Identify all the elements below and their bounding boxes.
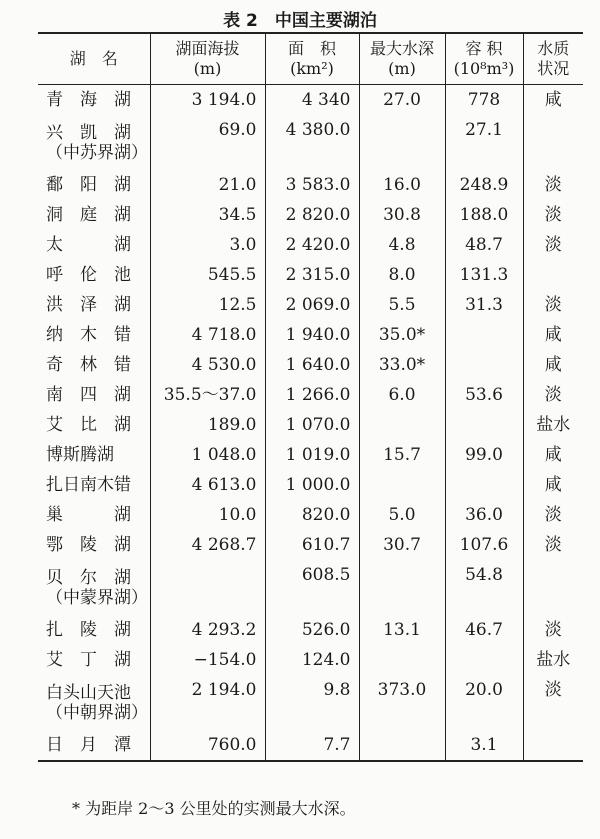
cell-volume: 778: [445, 85, 523, 116]
cell-volume: 27.1: [445, 115, 523, 170]
cell-quality: 淡: [523, 530, 583, 560]
cell-elevation: 3 194.0: [150, 85, 265, 116]
cell-area: 608.5: [265, 560, 359, 615]
cell-depth: [359, 560, 445, 615]
cell-elevation: 69.0: [150, 115, 265, 170]
cell-depth: 373.0: [359, 675, 445, 730]
cell-area: 1 019.0: [265, 440, 359, 470]
cell-volume: [445, 320, 523, 350]
table-row: [38, 645, 583, 675]
cell-lake-name: 巢 湖: [46, 505, 131, 525]
cell-area: 124.0: [265, 645, 359, 675]
cell-depth: 6.0: [359, 380, 445, 410]
cell-quality: 淡: [523, 230, 583, 260]
cell-elevation: 21.0: [150, 170, 265, 200]
cell-quality: 淡: [523, 675, 583, 730]
footnote: * 为距岸 2～3 公里处的实测最大水深。: [72, 799, 356, 818]
cell-elevation: 760.0: [150, 730, 265, 761]
table-row: [38, 560, 583, 615]
table-title: 表 2 中国主要湖泊: [223, 11, 377, 31]
table-row: [38, 115, 583, 170]
cell-depth: [359, 470, 445, 500]
cell-volume: 46.7: [445, 615, 523, 645]
cell-lake-name: 日 月 潭: [38, 730, 150, 761]
cell-elevation: 189.0: [150, 410, 265, 440]
cell-quality: [523, 115, 583, 170]
cell-area: 3 583.0: [265, 170, 359, 200]
cell-lake-name: 呼 伦 池: [46, 265, 131, 285]
header-area: 面 积 (km²): [265, 33, 359, 85]
cell-quality: 咸: [523, 320, 583, 350]
table-row: [38, 500, 583, 530]
table-row: [38, 350, 583, 380]
cell-elevation: 4 530.0: [150, 350, 265, 380]
cell-volume: [445, 350, 523, 380]
header-depth: 最大水深 (m): [359, 33, 445, 85]
table-row: [38, 290, 583, 320]
cell-depth: [359, 115, 445, 170]
cell-quality: [523, 560, 583, 615]
cell-lake-name: 贝 尔 湖 （中蒙界湖）: [46, 567, 148, 608]
cell-lake-name: 洞 庭 湖: [46, 205, 131, 225]
table-row: [38, 85, 583, 116]
cell-volume: 107.6: [445, 530, 523, 560]
table-row: [38, 260, 583, 290]
cell-area: 610.7: [265, 530, 359, 560]
cell-quality: 淡: [523, 500, 583, 530]
cell-depth: [359, 410, 445, 440]
cell-lake-name: 鄂 陵 湖: [46, 535, 131, 555]
header-elevation: 湖面海拔 (m): [150, 33, 265, 85]
cell-quality: [523, 730, 583, 761]
header-name: 湖 名: [38, 33, 150, 85]
cell-volume: 31.3: [445, 290, 523, 320]
cell-depth: [359, 645, 445, 675]
cell-volume: 36.0: [445, 500, 523, 530]
cell-quality: 淡: [523, 615, 583, 645]
table-row: [38, 200, 583, 230]
cell-volume: [445, 645, 523, 675]
cell-area: 1 640.0: [265, 350, 359, 380]
cell-area: 820.0: [265, 500, 359, 530]
cell-elevation: 34.5: [150, 200, 265, 230]
cell-volume: 20.0: [445, 675, 523, 730]
cell-area: 526.0: [265, 615, 359, 645]
cell-lake-name: 兴 凯 湖 （中苏界湖）: [46, 122, 148, 163]
cell-elevation: 4 613.0: [150, 470, 265, 500]
cell-area: 4 380.0: [265, 115, 359, 170]
cell-depth: 4.8: [359, 230, 445, 260]
cell-quality: 咸: [523, 470, 583, 500]
cell-elevation: 12.5: [150, 290, 265, 320]
cell-depth: 30.7: [359, 530, 445, 560]
table-row: [38, 380, 583, 410]
cell-area: 1 266.0: [265, 380, 359, 410]
cell-depth: 30.8: [359, 200, 445, 230]
cell-area: 2 315.0: [265, 260, 359, 290]
cell-elevation: 2 194.0: [150, 675, 265, 730]
cell-area: 2 820.0: [265, 200, 359, 230]
cell-lake-name: 艾 丁 湖: [46, 650, 131, 670]
cell-depth: 5.5: [359, 290, 445, 320]
cell-quality: 淡: [523, 290, 583, 320]
table-row: [38, 230, 583, 260]
cell-volume: 188.0: [445, 200, 523, 230]
cell-elevation: 3.0: [150, 230, 265, 260]
header-row: [38, 33, 583, 85]
table-row: [38, 170, 583, 200]
cell-lake-name: 太 湖: [46, 235, 131, 255]
cell-elevation: −154.0: [150, 645, 265, 675]
table-row: [38, 320, 583, 350]
cell-elevation: 4 293.2: [150, 615, 265, 645]
cell-area: 1 940.0: [265, 320, 359, 350]
cell-depth: 35.0*: [359, 320, 445, 350]
cell-lake-name: 洪 泽 湖: [46, 295, 131, 315]
cell-lake-name: 扎 陵 湖: [46, 620, 131, 640]
cell-volume: 53.6: [445, 380, 523, 410]
cell-depth: 5.0: [359, 500, 445, 530]
cell-volume: 131.3: [445, 260, 523, 290]
cell-elevation: 4 718.0: [150, 320, 265, 350]
cell-depth: [359, 730, 445, 761]
cell-quality: 咸: [523, 350, 583, 380]
table-row: [38, 470, 583, 500]
cell-area: 2 069.0: [265, 290, 359, 320]
cell-lake-name: 扎日南木错: [46, 475, 131, 495]
cell-area: 1 000.0: [265, 470, 359, 500]
lakes-table: [38, 32, 583, 762]
cell-volume: 99.0: [445, 440, 523, 470]
cell-quality: 淡: [523, 200, 583, 230]
cell-lake-name: 鄱 阳 湖: [46, 175, 131, 195]
cell-elevation: 1 048.0: [150, 440, 265, 470]
cell-area: 4 340: [265, 85, 359, 116]
cell-volume: 54.8: [445, 560, 523, 615]
table-row: [38, 440, 583, 470]
cell-depth: 13.1: [359, 615, 445, 645]
cell-quality: 淡: [523, 380, 583, 410]
header-volume: 容 积 (10⁸m³): [445, 33, 523, 85]
cell-lake-name: 南 四 湖: [46, 385, 131, 405]
cell-quality: 淡: [523, 170, 583, 200]
cell-elevation: 35.5～37.0: [150, 380, 265, 410]
cell-lake-name: 白头山天池 （中朝界湖）: [46, 682, 148, 723]
cell-elevation: 4 268.7: [150, 530, 265, 560]
cell-quality: 盐水: [523, 645, 583, 675]
cell-elevation: 10.0: [150, 500, 265, 530]
cell-quality: [523, 260, 583, 290]
cell-depth: 33.0*: [359, 350, 445, 380]
cell-quality: 咸: [523, 85, 583, 116]
cell-lake-name: 青 海 湖: [46, 90, 131, 110]
cell-elevation: 545.5: [150, 260, 265, 290]
cell-area: 1 070.0: [265, 410, 359, 440]
table-row: [38, 615, 583, 645]
cell-lake-name: 纳 木 错: [46, 325, 131, 345]
table-row: [38, 530, 583, 560]
cell-quality: 咸: [523, 440, 583, 470]
cell-depth: 8.0: [359, 260, 445, 290]
cell-area: 2 420.0: [265, 230, 359, 260]
cell-area: 7.7: [265, 730, 359, 761]
table-row: [38, 730, 583, 761]
cell-volume: [445, 470, 523, 500]
cell-depth: 15.7: [359, 440, 445, 470]
cell-lake-name: 奇 林 错: [46, 355, 131, 375]
header-quality: 水质 状况: [523, 33, 583, 85]
cell-volume: 3.1: [445, 730, 523, 761]
table-row: [38, 410, 583, 440]
cell-lake-name: 博斯腾湖: [46, 445, 114, 465]
cell-depth: 16.0: [359, 170, 445, 200]
cell-lake-name: 艾 比 湖: [46, 415, 131, 435]
cell-volume: 48.7: [445, 230, 523, 260]
cell-area: 9.8: [265, 675, 359, 730]
cell-volume: 248.9: [445, 170, 523, 200]
table-row: [38, 675, 583, 730]
cell-volume: [445, 410, 523, 440]
cell-elevation: [150, 560, 265, 615]
cell-quality: 盐水: [523, 410, 583, 440]
cell-depth: 27.0: [359, 85, 445, 116]
